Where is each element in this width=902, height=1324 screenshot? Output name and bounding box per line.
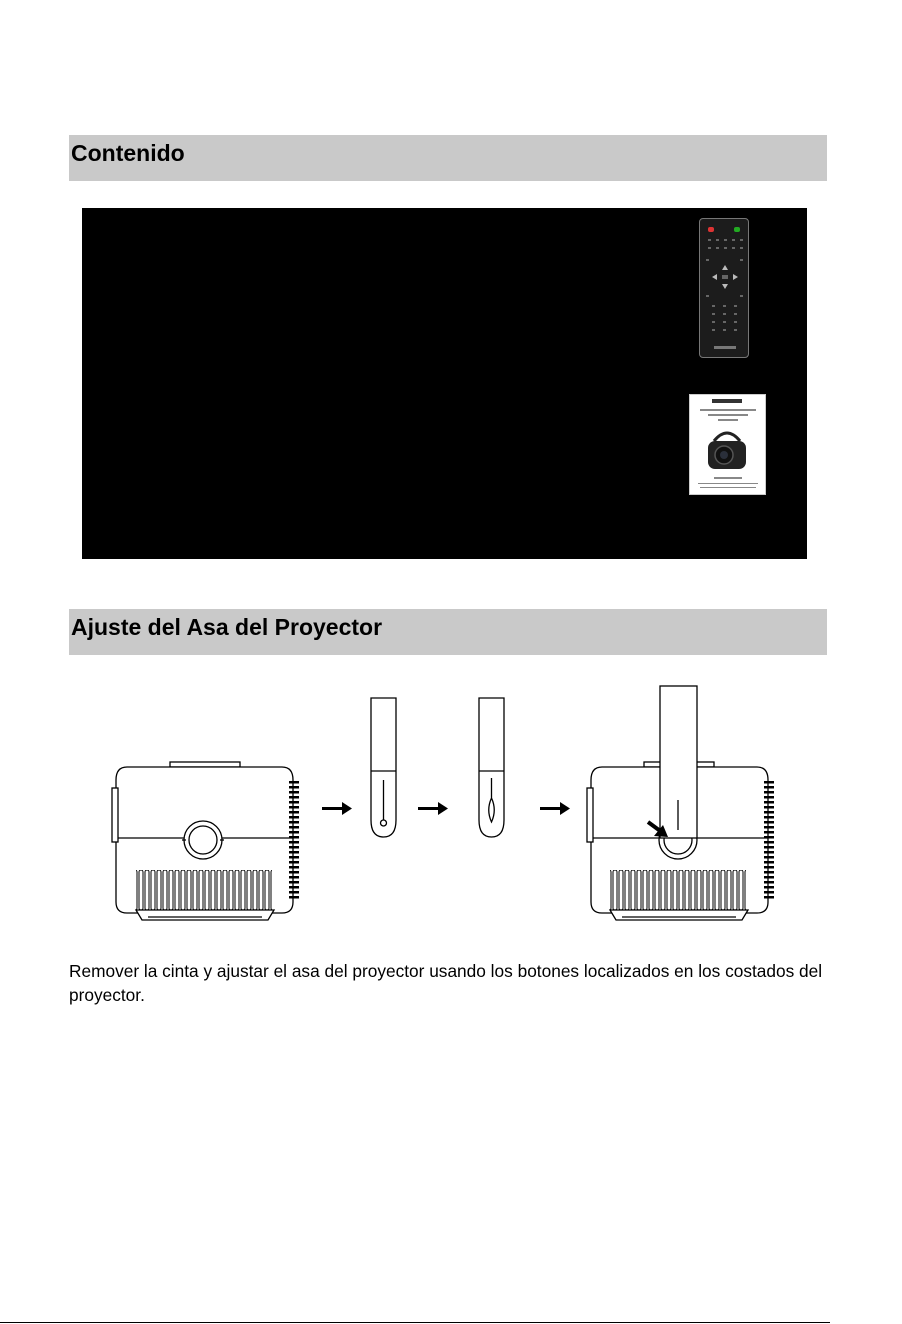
arrow-right-icon	[322, 802, 570, 815]
handle-adjustment-diagram	[0, 670, 902, 930]
section-title-contents: Contenido	[71, 140, 185, 166]
remote-control-image	[699, 218, 749, 358]
projector-with-handle-drawing	[587, 686, 774, 920]
user-manual-image	[689, 394, 766, 495]
section-title-handle: Ajuste del Asa del Proyector	[71, 614, 383, 640]
section-header-contents	[69, 135, 827, 181]
section-header-handle	[69, 609, 827, 655]
handle-instructions-text: Remover la cinta y ajustar el asa del proyector usando los botones localizados en los costados del proyector.	[69, 961, 823, 1005]
projector-front-drawing	[112, 762, 299, 920]
package-contents-image	[82, 208, 807, 559]
handle-strap-drawing	[479, 698, 504, 837]
page-bottom-rule	[0, 1322, 830, 1323]
handle-strap-drawing	[371, 698, 396, 837]
